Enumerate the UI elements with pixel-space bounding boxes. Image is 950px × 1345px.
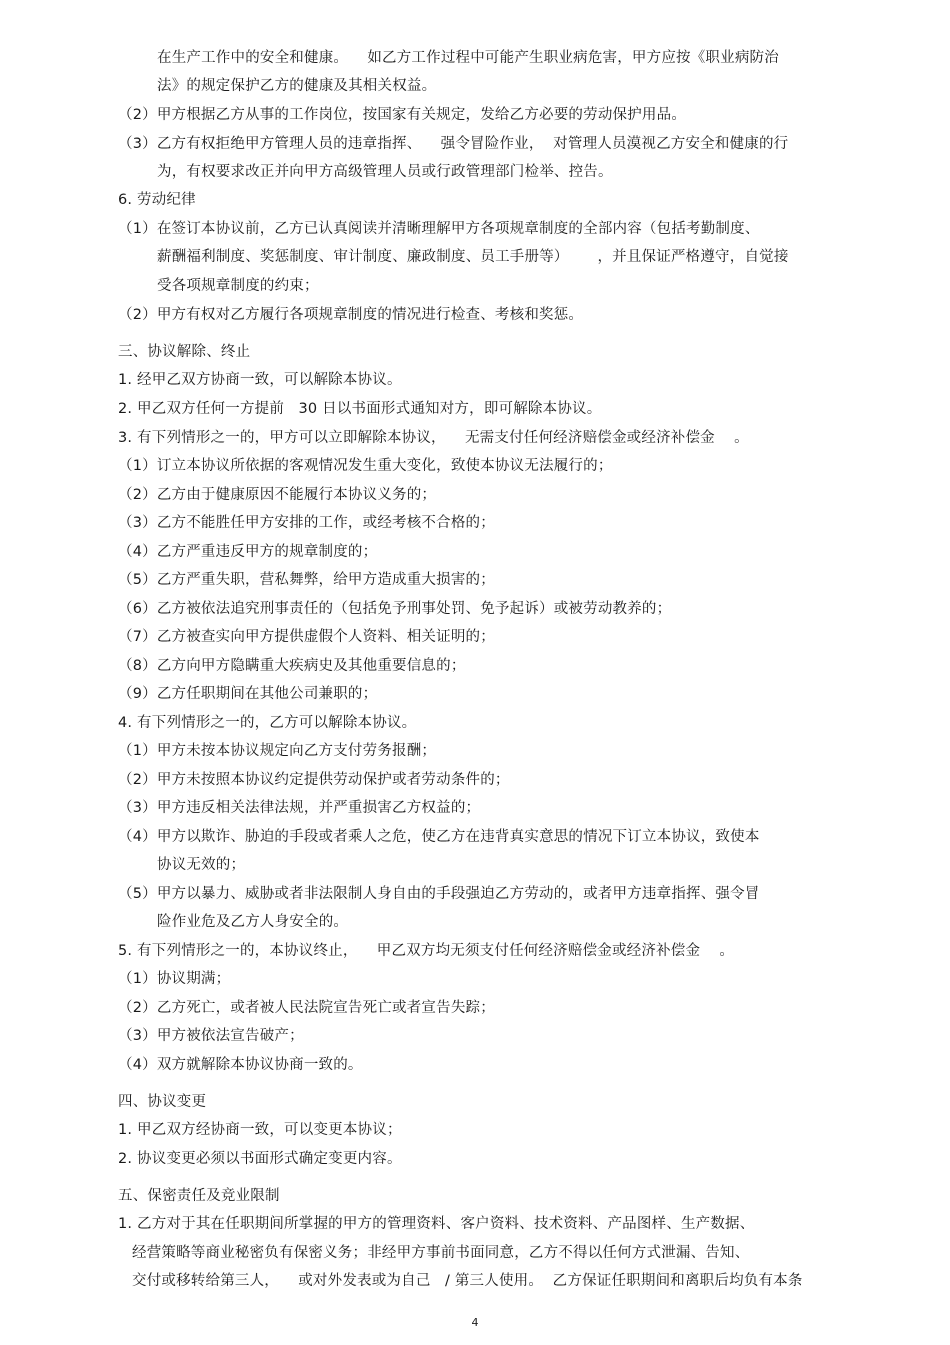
text-line: （8）乙方向甲方隐瞒重大疾病史及其他重要信息的；: [118, 658, 466, 674]
text-line: 1. 乙方对于其在任职期间所掌握的甲方的管理资料、客户资料、技术资料、产品图样、生产数据、: [118, 1216, 755, 1232]
text-line: 在生产工作中的安全和健康。 如乙方工作过程中可能产生职业病危害，甲方应按《职业病防治: [157, 50, 779, 66]
text-line: （9）乙方任职期间在其他公司兼职的；: [118, 686, 378, 702]
text-line: （1）协议期满；: [118, 971, 231, 987]
text-line: （6）乙方被依法追究刑事责任的（包括免予刑事处罚、免予起诉）或被劳动教养的；: [118, 601, 672, 617]
text-line: （4）乙方严重违反甲方的规章制度的；: [118, 544, 378, 560]
text-line: （3）甲方违反相关法律法规，并严重损害乙方权益的；: [118, 800, 481, 816]
page-number: 4: [471, 1316, 479, 1329]
text-line: 为，有权要求改正并向甲方高级管理人员或行政管理部门检举、控告。: [157, 164, 613, 180]
text-line: （4）双方就解除本协议协商一致的。: [118, 1057, 363, 1073]
text-line: （5）甲方以暴力、威胁或者非法限制人身自由的手段强迫乙方劳动的，或者甲方违章指挥、强令冒: [118, 886, 760, 902]
text-line: （4）甲方以欺诈、胁迫的手段或者乘人之危，使乙方在违背真实意思的情况下订立本协议，致使本: [118, 829, 760, 845]
text-line: （1）订立本协议所依据的客观情况发生重大变化，致使本协议无法履行的；: [118, 458, 613, 474]
text-line: 薪酬福利制度、奖惩制度、审计制度、廉政制度、员工手册等） ，并且保证严格遵守，自觉接: [157, 249, 789, 265]
text-line: 1. 经甲乙双方协商一致，可以解除本协议。: [118, 372, 402, 388]
text-line: （3）乙方有权拒绝甲方管理人员的违章指挥、 强令冒险作业， 对管理人员漠视乙方安全和健康的行: [118, 136, 789, 152]
text-line: 1. 甲乙双方经协商一致，可以变更本协议；: [118, 1122, 402, 1138]
text-line: 4. 有下列情形之一的，乙方可以解除本协议。: [118, 715, 417, 731]
section-heading: 6. 劳动纪律: [118, 192, 196, 208]
text-line: 2. 甲乙双方任何一方提前 30 日以书面形式通知对方，即可解除本协议。: [118, 401, 602, 417]
text-line: （2）甲方有权对乙方履行各项规章制度的情况进行检查、考核和奖惩。: [118, 307, 584, 323]
section-heading: 三、协议解除、终止: [118, 344, 251, 360]
section-heading: 五、保密责任及竞业限制: [118, 1188, 280, 1204]
text-line: （2）甲方未按照本协议约定提供劳动保护或者劳动条件的；: [118, 772, 510, 788]
text-line: 经营策略等商业秘密负有保密义务；非经甲方事前书面同意，乙方不得以任何方式泄漏、告知、: [132, 1245, 750, 1261]
text-line: 2. 协议变更必须以书面形式确定变更内容。: [118, 1151, 402, 1167]
text-line: 受各项规章制度的约束；: [157, 278, 319, 294]
text-line: （2）甲方根据乙方从事的工作岗位，按国家有关规定，发给乙方必要的劳动保护用品。: [118, 107, 687, 123]
text-line: 法》的规定保护乙方的健康及其相关权益。: [157, 78, 437, 94]
text-line: 3. 有下列情形之一的，甲方可以立即解除本协议， 无需支付任何经济赔偿金或经济补偿金 。: [118, 430, 749, 446]
section-heading: 四、协议变更: [118, 1094, 207, 1110]
text-line: 5. 有下列情形之一的，本协议终止， 甲乙双方均无须支付任何经济赔偿金或经济补偿金 。: [118, 943, 735, 959]
text-line: 协议无效的；: [157, 857, 246, 873]
text-line: （5）乙方严重失职，营私舞弊，给甲方造成重大损害的；: [118, 572, 495, 588]
text-line: （1）在签订本协议前，乙方已认真阅读并清晰理解甲方各项规章制度的全部内容（包括考勤制度、: [118, 221, 760, 237]
text-line: （2）乙方死亡，或者被人民法院宣告死亡或者宣告失踪；: [118, 1000, 495, 1016]
text-line: （1）甲方未按本协议规定向乙方支付劳务报酬；: [118, 743, 437, 759]
text-line: （3）乙方不能胜任甲方安排的工作，或经考核不合格的；: [118, 515, 495, 531]
text-line: 险作业危及乙方人身安全的。: [157, 914, 349, 930]
text-line: （2）乙方由于健康原因不能履行本协议义务的；: [118, 487, 437, 503]
text-line: （3）甲方被依法宣告破产；: [118, 1028, 304, 1044]
text-line: 交付或移转给第三人， 或对外发表或为自己 / 第三人使用。 乙方保证任职期间和离职后均负有本条: [132, 1273, 803, 1289]
text-line: （7）乙方被查实向甲方提供虚假个人资料、相关证明的；: [118, 629, 495, 645]
